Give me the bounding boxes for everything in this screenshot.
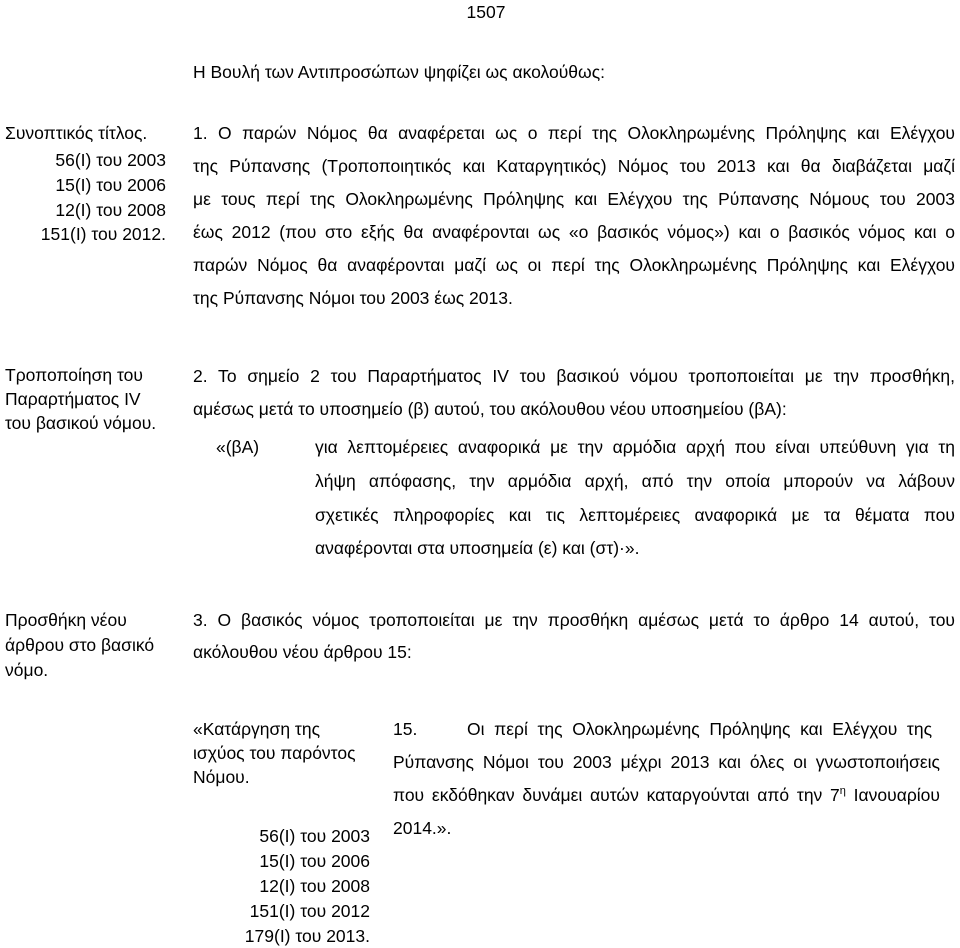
paragraph-line: της Ρύπανσης Νόμοι του 2003 έως 2013. (193, 288, 513, 308)
law-citation: 15(Ι) του 2006 (259, 851, 370, 871)
enacting-formula: Η Βουλή των Αντιπροσώπων ψηφίζει ως ακολούθως: (193, 62, 605, 82)
margin-note-line: ισχύος του παρόντος (193, 743, 356, 763)
margin-note-line: Προσθήκη νέου (5, 610, 127, 630)
paragraph-line: παρών Νόμος θα αναφέρονται μαζί ως οι περί της Ολοκληρωμένης Πρόληψης και Ελέγχου (193, 255, 955, 275)
paragraph-line: 1. Ο παρών Νόμος θα αναφέρεται ως ο περί της Ολοκληρωμένης Πρόληψης και Ελέγχου (193, 123, 955, 143)
margin-note-line: άρθρου στο βασικό (5, 635, 155, 655)
subitem-label: «(βΑ) (216, 437, 260, 457)
subitem-line: λήψη απόφασης, την αρμόδια αρχή, από την οποία μπορούν να λάβουν (315, 471, 955, 491)
paragraph-line: της Ρύπανσης (Τροποποιητικός και Καταργητικός) Νόμος του 2013 και θα διαβάζεται μαζί (193, 156, 955, 176)
margin-note-line: «Κατάργηση της (193, 719, 321, 739)
article-line (393, 784, 940, 806)
margin-note-line: Τροποποίηση του (5, 365, 143, 385)
paragraph-line: με τους περί της Ολοκληρωμένης Πρόληψης και Ελέγχου της Ρύπανσης Νόμους του 2003 (193, 189, 955, 209)
subitem-line: αναφέρονται στα υποσημεία (ε) και (στ)·». (315, 538, 640, 558)
article-line: Ρύπανσης Νόμοι του 2003 μέχρι 2013 και όλες οι γνωστοποιήσεις (393, 752, 940, 772)
article-line-text: που εκδόθηκαν δυνάμει αυτών καταργούνται από την 7 (393, 785, 840, 805)
law-citation: 15(Ι) του 2006 (55, 175, 166, 195)
law-citation: 56(Ι) του 2003 (55, 150, 166, 170)
paragraph-line: 3. Ο βασικός νόμος τροποποιείται με την προσθήκη αμέσως μετά το άρθρο 14 αυτού, του (193, 610, 955, 630)
law-citation: 151(Ι) του 2012 (249, 901, 370, 921)
law-citation: 12(Ι) του 2008 (55, 200, 166, 220)
article-number: 15. (393, 719, 418, 739)
article-line: Οι περί της Ολοκληρωμένης Πρόληψης και Ελέγχου της (467, 719, 932, 739)
margin-note-title: Συνοπτικός τίτλος. (5, 123, 148, 143)
margin-note-line: Παραρτήματος IV (5, 389, 141, 409)
law-citation: 56(Ι) του 2003 (259, 826, 370, 846)
paragraph-line: 2. Το σημείο 2 του Παραρτήματος IV του βασικού νόμου τροποποιείται με την προσθήκη, (193, 366, 955, 386)
subitem-line: σχετικές πληροφορίες και τις λεπτομέρειες αναφορικά με τα θέματα που (315, 505, 955, 525)
law-citation: 151(Ι) του 2012. (40, 224, 166, 244)
article-line: 2014.». (393, 818, 452, 838)
subitem-line: για λεπτομέρειες αναφορικά με την αρμόδια αρχή που είναι υπεύθυνη για τη (315, 437, 955, 457)
paragraph-line: ακόλουθου νέου άρθρου 15: (193, 642, 412, 662)
margin-note-line: νόμο. (5, 660, 49, 680)
paragraph-line: αμέσως μετά το υποσημείο (β) αυτού, του ακόλουθου νέου υποσημείου (βΑ): (193, 399, 787, 419)
law-citation: 179(Ι) του 2013. (244, 926, 370, 946)
page-number: 1507 (466, 2, 506, 22)
ordinal-superscript: η (839, 785, 846, 797)
paragraph-line: έως 2012 (που στο εξής θα αναφέρονται ως «ο βασικός νόμος») και ο βασικός νόμος και ο (193, 222, 955, 242)
law-citation: 12(Ι) του 2008 (259, 876, 370, 896)
margin-note-line: Νόμου. (193, 767, 250, 787)
article-line-text: Ιανουαρίου (845, 785, 940, 805)
margin-note-line: του βασικού νόμου. (5, 413, 157, 433)
